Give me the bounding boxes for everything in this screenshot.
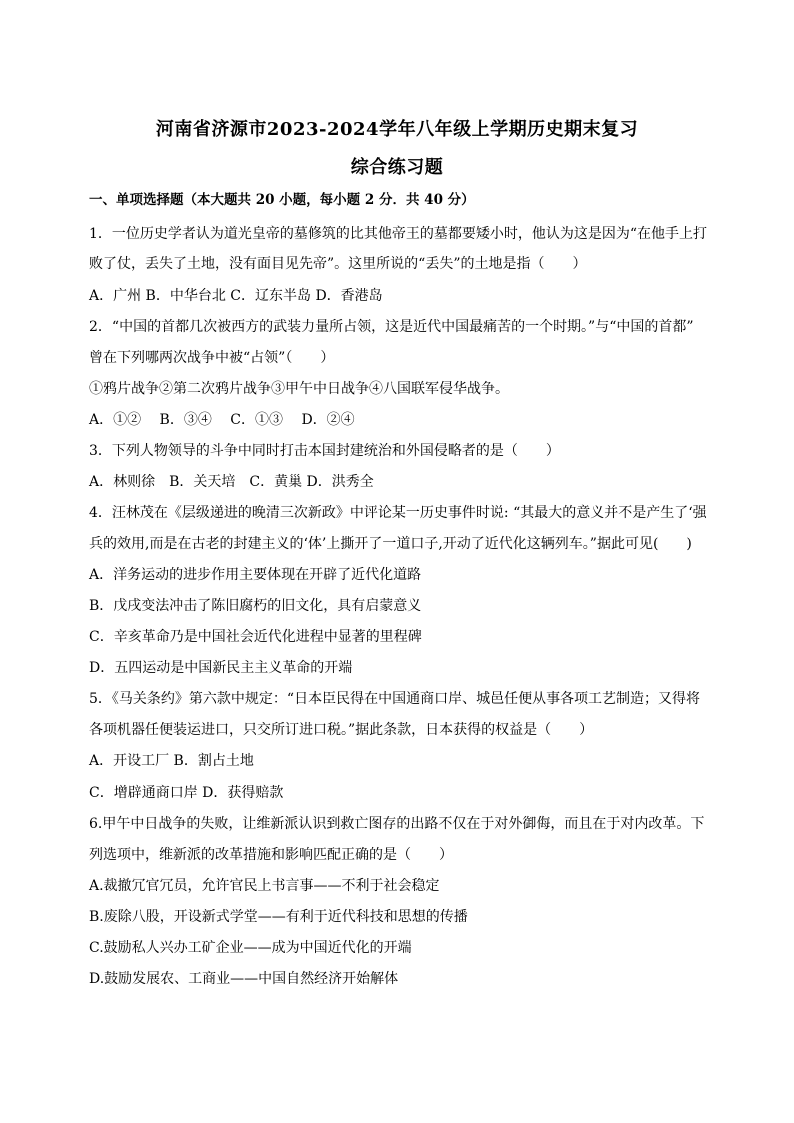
answer-option: D.鼓励发展农、工商业——中国自然经济开始解体	[89, 971, 399, 987]
text-line: 各项机器任便装运进口，只交所订进口税。”据此条款，日本获得的权益是（ ）	[89, 722, 594, 738]
text-line: 4．汪林茂在《层级递进的晚清三次新政》中评论某一历史事件时说: “其最大的意义并不是产生了‘强	[89, 505, 707, 521]
answer-option: B．戊戌变法冲击了陈旧腐朽的旧文化，具有启蒙意义	[89, 598, 422, 614]
answer-option: D．五四运动是中国新民主主义革命的开端	[89, 660, 353, 676]
answer-option: C.鼓励私人兴办工矿企业——成为中国近代化的开端	[89, 940, 412, 956]
text-line: 3．下列人物领导的斗争中同时打击本国封建统治和外国侵略者的是（ ）	[89, 443, 560, 459]
text-line: 败了仗，丢失了土地，没有面目见先帝”。这里所说的“丢失”的土地是指（ ）	[89, 256, 587, 272]
answer-options: A．林则徐 B．关天培 C．黄巢 D．洪秀全	[89, 474, 374, 490]
answer-option: C．辛亥革命乃是中国社会近代化进程中显著的里程碑	[89, 629, 422, 645]
text-line: 6.甲午中日战争的失败，让维新派认识到救亡图存的出路不仅在于对外御侮，而且在于对内改革。下	[89, 816, 705, 832]
answer-options: C．增辟通商口岸 D．获得赔款	[89, 785, 284, 801]
text-line: 5．《马关条约》第六款中规定：“日本臣民得在中国通商口岸、城邑任便从事各项工艺制造；又得将	[89, 691, 701, 707]
answer-options: A．①② B．③④ C．①③ D．②④	[89, 412, 355, 428]
text-line: 1．一位历史学者认为道光皇帝的墓修筑的比其他帝王的墓都要矮小时，他认为这是因为“在他手上打	[89, 226, 708, 242]
document-title-line2: 综合练习题	[350, 157, 444, 178]
answer-option: B.废除八股，开设新式学堂——有利于近代科技和思想的传播	[89, 909, 468, 925]
answer-option: A．洋务运动的进步作用主要体现在开辟了近代化道路	[89, 567, 422, 583]
text-line: 2．“中国的首都几次被西方的武装力量所占领，这是近代中国最痛苦的一个时期。”与“中国的首都”	[89, 319, 694, 335]
section-heading: 一、单项选择题（本大题共 20 小题，每小题 2 分．共 40 分）	[89, 192, 475, 208]
answer-option: A.裁撤冗官冗员，允许官民上书言事——不利于社会稳定	[89, 878, 440, 894]
answer-options: A．广州 B．中华台北 C．辽东半岛 D．香港岛	[89, 288, 383, 304]
document-title-line1: 河南省济源市2023-2024学年八年级上学期历史期末复习	[155, 119, 639, 140]
text-line: 曾在下列哪两次战争中被“占领”（ ）	[89, 350, 335, 366]
text-line: ①鸦片战争②第二次鸦片战争③甲午中日战争④八国联军侵华战争。	[89, 381, 509, 397]
text-line: 兵的效用,而是在古老的封建主义的‘体’上撕开了一道口子,开动了近代化这辆列车。”据此可见( )	[89, 536, 692, 552]
answer-options: A．开设工厂 B．割占土地	[89, 753, 254, 769]
text-line: 列选项中，维新派的改革措施和影响匹配正确的是（ ）	[89, 847, 453, 863]
